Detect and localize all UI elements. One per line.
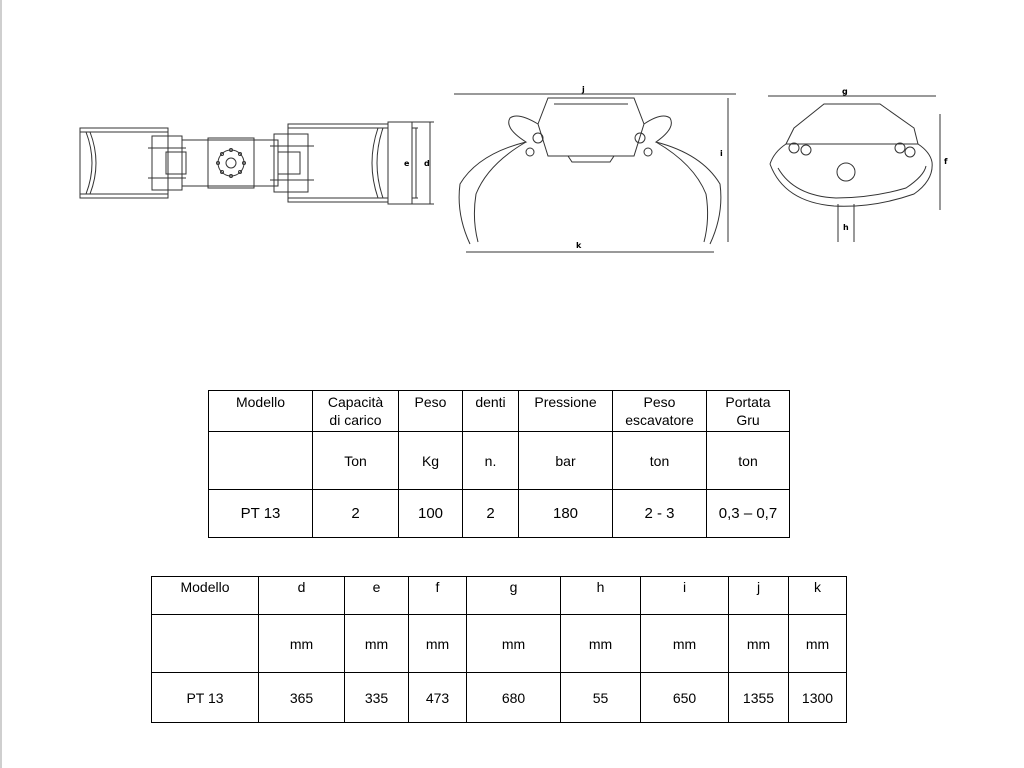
specs-header-denti: denti: [463, 391, 519, 432]
dimensions-value-cell: 473: [409, 673, 467, 723]
dimensions-value-cell: PT 13: [152, 673, 259, 723]
specs-unit-cell: n.: [463, 432, 519, 490]
specs-table: [208, 390, 790, 538]
page-left-border: [0, 0, 2, 768]
specs-header-portata-gru: Portata Gru: [707, 391, 790, 432]
top-view-svg: [78, 118, 438, 208]
side-view-drawing: [448, 84, 748, 264]
dimensions-value-cell: 1300: [789, 673, 847, 723]
specs-value-cell: 2: [463, 490, 519, 538]
specs-unit-cell: ton: [707, 432, 790, 490]
dimensions-unit-cell: [152, 615, 259, 673]
dimensions-unit-cell: mm: [729, 615, 789, 673]
specs-unit-cell: ton: [613, 432, 707, 490]
specs-value-cell: 2 - 3: [613, 490, 707, 538]
specs-unit-cell: Ton: [313, 432, 399, 490]
dimensions-unit-cell: mm: [467, 615, 561, 673]
specs-unit-cell: Kg: [399, 432, 463, 490]
dimensions-header-k: k: [789, 577, 847, 615]
dimensions-header-f: f: [409, 577, 467, 615]
dim-label-d: d: [424, 159, 430, 168]
dimensions-header-e: e: [345, 577, 409, 615]
specs-header-capacita: Capacità di carico: [313, 391, 399, 432]
dimensions-unit-cell: mm: [789, 615, 847, 673]
dimensions-unit-cell: mm: [409, 615, 467, 673]
dimensions-unit-row: [152, 615, 847, 673]
specs-value-cell: 0,3 – 0,7: [707, 490, 790, 538]
dimensions-value-cell: 680: [467, 673, 561, 723]
dim-label-g: g: [842, 87, 848, 96]
specs-unit-cell: bar: [519, 432, 613, 490]
specs-unit-cell: [209, 432, 313, 490]
side-view-svg: [448, 84, 748, 264]
specs-header-row: [209, 391, 790, 432]
dim-label-j: j: [582, 85, 585, 94]
specs-header-peso-escavatore: Peso escavatore: [613, 391, 707, 432]
dimensions-header-h: h: [561, 577, 641, 615]
dimensions-header-i: i: [641, 577, 729, 615]
specs-value-cell: 2: [313, 490, 399, 538]
dimensions-header-row: [152, 577, 847, 615]
dimensions-value-cell: 365: [259, 673, 345, 723]
specs-value-cell: 180: [519, 490, 613, 538]
dimensions-table: [151, 576, 847, 723]
dimensions-unit-cell: mm: [259, 615, 345, 673]
dimensions-header-modello: Modello: [152, 577, 259, 615]
specs-header-peso: Peso: [399, 391, 463, 432]
dimensions-unit-cell: mm: [641, 615, 729, 673]
specs-value-cell: 100: [399, 490, 463, 538]
specs-header-pressione: Pressione: [519, 391, 613, 432]
specs-value-row: [209, 490, 790, 538]
top-view-drawing: [78, 118, 438, 208]
dim-label-f: f: [944, 157, 948, 166]
dimensions-header-d: d: [259, 577, 345, 615]
specs-header-modello: Modello: [209, 391, 313, 432]
dimensions-value-row: [152, 673, 847, 723]
specs-value-cell: PT 13: [209, 490, 313, 538]
dimensions-unit-cell: mm: [561, 615, 641, 673]
dim-label-i: i: [720, 149, 723, 158]
dim-label-h: h: [843, 223, 849, 232]
specs-unit-row: [209, 432, 790, 490]
dimensions-value-cell: 1355: [729, 673, 789, 723]
dimensions-header-j: j: [729, 577, 789, 615]
dim-label-k: k: [576, 241, 582, 250]
dimensions-unit-cell: mm: [345, 615, 409, 673]
dimensions-value-cell: 650: [641, 673, 729, 723]
dimensions-value-cell: 335: [345, 673, 409, 723]
dim-label-e: e: [404, 159, 410, 168]
dimensions-header-g: g: [467, 577, 561, 615]
front-view-svg: [764, 84, 954, 244]
front-view-drawing: [764, 84, 954, 244]
dimensions-value-cell: 55: [561, 673, 641, 723]
